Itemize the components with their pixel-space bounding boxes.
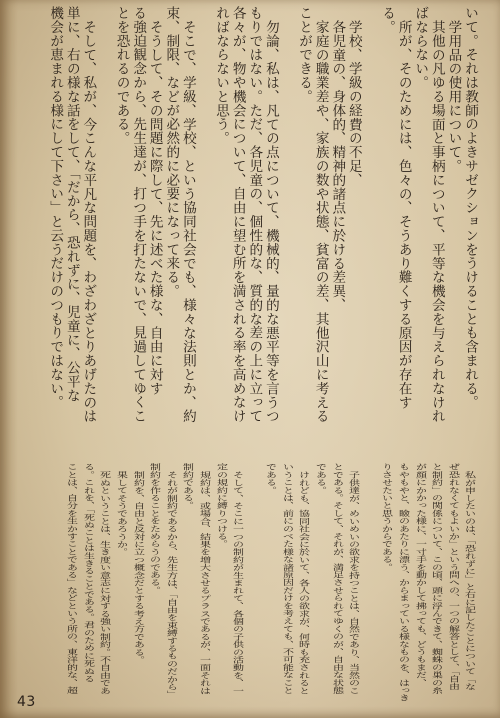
text-line: とを恐れるのである。 [113, 6, 130, 145]
paragraph-gap [279, 6, 296, 448]
text-line: 子供達が、めいめいの欲求を持つことは、自然であり、当然のこ [348, 470, 362, 694]
text-line: とである。そして、それが、満足させられてゆくのが、自由な状態 [331, 463, 345, 694]
text-line: 勿論、私は、凡ての点について、機械的、量的な悪平等を言うつ [262, 19, 279, 423]
text-line: もやもやと、瞼のあたりに漂う、からまっている様なものを、はっき [397, 463, 412, 702]
text-line: と制約」の関係について、この頃、頭に浮んできて、蜘蛛の巣の糸 [431, 463, 445, 694]
text-line: 学用品の使用について。 [445, 19, 462, 173]
text-line: ぜ恐れなくてもよいか」という問への、一つの解答として、「自由 [447, 463, 461, 691]
text-line: 死ぬということは、生き度い意志に対する強い制約。不自由であ [99, 470, 113, 694]
text-line: ことは、自分を生かすことである」などという所の、東洋的な、超 [66, 463, 80, 694]
text-line: る。これを、「死ぬことは生きることである。君のために死ぬる [82, 463, 96, 683]
text-line: いて。それは教師のよきサゼクションをうけることも含まれる。 [462, 6, 478, 410]
text-line: 果してそうであろうか。 [115, 470, 129, 556]
text-line: いうことは、前にのべた様な諸原因だけを考えても、不可能なこと [281, 463, 295, 694]
text-line: 単に、右の様な話をして、「だから、恐れずに、児童に、公平な [63, 6, 80, 403]
text-line: 制約を、自由と反対に立つ概念だとする考え方である。 [132, 470, 146, 664]
upper-text-tier [47, 6, 478, 448]
text-line: それが制約であるから、先生方は、「自由を束縛するものだから」 [165, 470, 179, 698]
text-line: そこで、学級、学校、という協同社会でも、様々な法則とか、約 [179, 19, 196, 423]
lower-text-tier [63, 463, 478, 709]
text-line: る強迫観念から、先生達が、打つ手を打たないで、見過してゆくこ [130, 6, 147, 423]
paragraph-gap [196, 6, 213, 448]
text-line: ればならないと思う。 [213, 6, 230, 145]
paragraph-gap [96, 6, 113, 448]
text-line: 規約は、或場合、結果を増大させるプラスであるが、一面それは [198, 470, 212, 694]
text-line: である。 [314, 463, 329, 494]
text-line: 束、制限、などが必然的に必要になって来る。 [163, 6, 180, 298]
text-line: 各児童の、身体的、精神的諸点に於ける差異、 [329, 19, 346, 312]
text-line: りさせたいと思うからである。 [381, 463, 395, 571]
text-line: である。 [265, 463, 279, 494]
text-line: ことができる。 [296, 6, 313, 104]
text-line: 各々が、物や機会について、自由に望む所を満される率を高めなけ [229, 6, 246, 423]
text-line: 私が申したいのは、「恐れずに」と右に記したことについて「な [464, 470, 478, 691]
text-line: 定の規約に縛りつける。 [215, 463, 229, 548]
text-line: 家庭の職業差や、家族の数や状態、貧富の差、其他沢山に考える [312, 19, 329, 423]
text-line: そして、私が、今こんな平凡な問題を、わざわざとりあげたのは [80, 19, 97, 423]
text-line: そうして、その問題に際して、先に述べた様な、自由に対す [146, 19, 163, 395]
text-line: もりではない。ただ、各児童の、個性的な、質的な差の上に立って [246, 6, 263, 423]
text-line: けれども、協同社会に於いて、各人の欲求が、何時も充されると [298, 470, 312, 694]
text-line: が顔にかかった様に、一寸手を動かして拂っても、どうもまだ、 [414, 463, 428, 687]
text-line: そして、そこに一つの制約が生まれて、各個の子供の活動を、一 [232, 470, 246, 694]
text-line: 学校、学級の経費の不足、 [345, 19, 362, 187]
text-line: 所が、そのためには、色々の、そうあり難くする原因が存在す [395, 19, 412, 409]
text-line: 機会が恵まれる様にして下さい」と云うだけのつもりではない。 [47, 6, 64, 410]
text-line: る。 [379, 6, 396, 34]
text-line: ばならない。 [412, 6, 429, 90]
paragraph-gap [362, 6, 379, 448]
text-line: 制約を作ることをためらうのである。 [149, 463, 163, 594]
page-number: 43 [17, 694, 36, 710]
text-line: 制約である。 [182, 463, 196, 510]
text-line: 其他の凡ゆる場面と事柄について、平等な機会を与えられなけれ [428, 19, 445, 423]
